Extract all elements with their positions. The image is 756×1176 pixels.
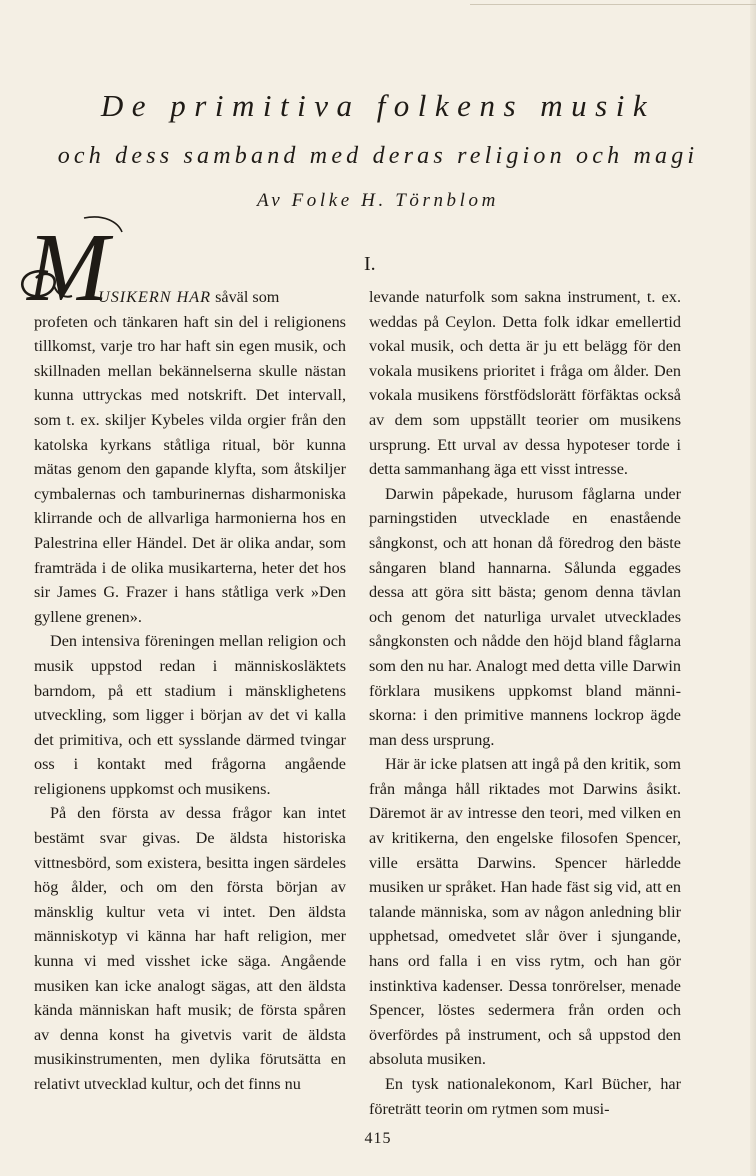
byline: Av Folke H. Törnblom [257, 190, 499, 211]
section-number: I. [364, 253, 376, 275]
opening-words [34, 285, 346, 310]
page-edge [750, 0, 756, 1176]
right-paragraph-2: Darwin påpekade, hurusom fåglarna under parningstiden utvecklade en enastående sångkonst, och att honan då föredrog den bäste sångaren bland hannarna. Sålunda eggades dessa att göra sitt bästa; genom denna tävlan och genom det naturliga urvalet utvecklades sångkonsten och nådde den höjd bland fåglarna som den nu har. Analogt med detta ville Darwin förklara musikens uppkomst bland människorna: i den primitive mannens lockrop ägde man dess ursprung. [369, 484, 681, 749]
page-number: 415 [364, 1130, 392, 1147]
left-paragraph-1-text: profeten och tänkaren haft sin del i religionens tillkomst, varje tro har haft sin egen musik, och skillnaden mellan bekännelserna skulle nästan kunna uttryckas med notskrift. Det intervall, som t. ex. skiljer Kybeles vilda orgier från den katolska kyrkans ståtliga ritual, bör kunna mätas genom den gapande klyfta, som åtskiljer cymbalernas och tamburinernas disharmoniska klirrande och de allvarliga harmonierna hos en Palestrina eller Händel. Det är olika andar, som framträda i de olika musikarterna, heter det hos sir James G. Frazer i hans ståtliga verk »Den gyllene grenen». [34, 312, 346, 626]
article-subtitle: och dess samband med deras religion och magi [57, 143, 699, 169]
right-paragraph-4: En tysk nationalekonom, Karl Bücher, har företrätt teorin om rytmen som musi- [369, 1075, 681, 1118]
opening-caps: USIKERN HAR [98, 288, 212, 306]
top-rule [470, 4, 756, 5]
left-paragraph-2: Den intensiva föreningen mellan religion och musik uppstod redan i människosläktets barndom, på ett stadium i mänsklighetens utveckling, som ligger i början av det vi kalla det primitiva, och ett sysslande därmed tvingar oss i kontakt med frågorna angående religionens uppkomst och musikens. [34, 632, 346, 798]
dropcap-letter: M [27, 214, 109, 312]
right-column [369, 285, 681, 1121]
right-paragraph-1: levande naturfolk som sakna instrument, t. ex. weddas på Ceylon. Detta folk idkar emellertid vokal musik, och detta är ju ett belägg för den vokala musikens prioritet i fråga om ålder. Den vokala musikens förstfödslorätt förfäktas också av dem som uppställt teorier om musikens ursprung. Ett urval av dessa hypoteser torde i detta sammanhang äga ett visst intresse. [369, 288, 681, 479]
article-title: De primitiva folkens musik [100, 88, 656, 123]
left-paragraph-1 [34, 285, 346, 629]
left-column [34, 285, 346, 1097]
right-paragraph-3: Här är icke platsen att ingå på den kritik, som från många håll riktades mot Darwins åsikt. Däremot är av intresse den teori, med vilken en av kritikerna, den engelske filosofen Spencer, ville ersätta Darwins. Spencer härledde musiken ur språket. Han hade fäst sig vid, att en talande människa, som av någon anledning blir upphetsad, omedvetet slår över i sjungande, hans ord falla i en viss rytm, och han gör instinktiva kadenser. Dessa tonrörelser, menade Spencer, löstes sedermera från orden och överfördes på instrument, och så uppstod den absoluta musiken. [369, 755, 681, 1069]
left-paragraph-3: På den första av dessa frågor kan intet bestämt svar givas. De äldsta historiska vittnesbörd, som existera, besitta ingen särdeles hög ålder, och om den första början av mänsklig kultur veta vi intet. Den äldsta människotyp vi känna har haft religion, mer kunna vi med visshet icke säga. Angående musiken kan icke analogt sägas, att den äldsta kända människan haft musik; de första spåren av denna konst ha givetvis varit de äldsta musikinstrumenten, men dylika förutsätta en relativt utvecklad kultur, och det finns nu [34, 804, 346, 1093]
opening-rest: såväl som [211, 288, 280, 306]
